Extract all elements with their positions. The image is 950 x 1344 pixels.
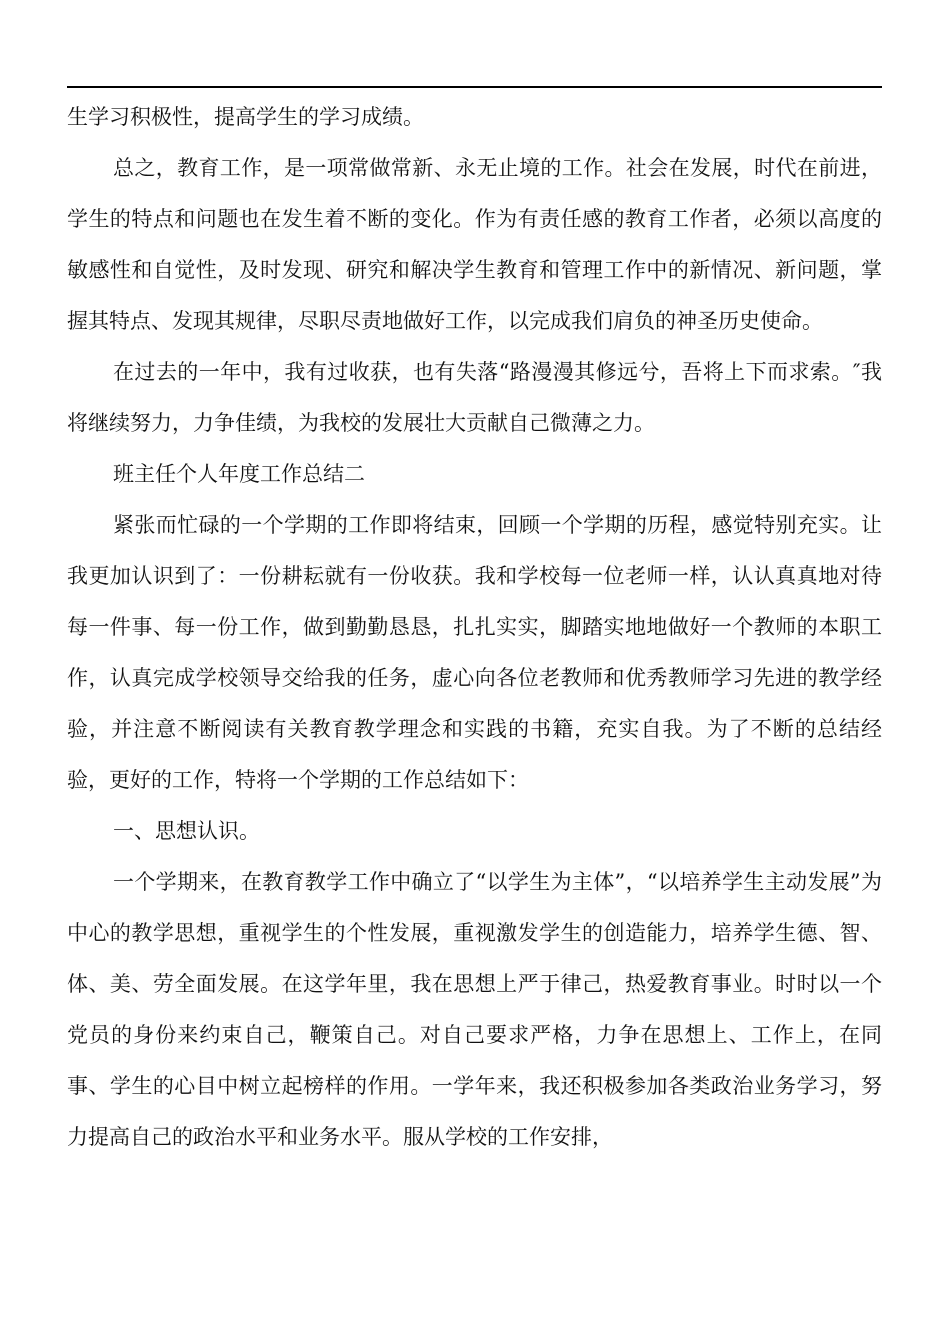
section-heading-thought: 一、思想认识。 [113, 819, 260, 843]
paragraph-conclusion: 总之，教育工作，是一项常做常新、永无止境的工作。社会在发展，时代在前进，学生的特点和问题也在发生着不断的变化。作为有责任感的教育工作者，必须以高度的敏感性和自觉性，及时发现、研究和解决学生教育和管理工作中的新情况、新问题，掌握其特点、发现其规律，尽职尽责地做好工作，以完成我们肩负的神圣历史使命。 [67, 156, 882, 333]
paragraph-thought: 一个学期来，在教育教学工作中确立了“以学生为主体”，“以培养学生主动发展”为中心的教学思想，重视学生的个性发展，重视激发学生的创造能力，培养学生德、智、体、美、劳全面发展。在这学年里，我在思想上严于律己，热爱教育事业。时时以一个党员的身份来约束自己，鞭策自己。对自己要求严格，力争在思想上、工作上，在同事、学生的心目中树立起榜样的作用。一学年来，我还积极参加各类政治业务学习，努力提高自己的政治水平和业务水平。服从学校的工作安排， [67, 870, 882, 1149]
header-rule [67, 86, 882, 88]
section-title: 班主任个人年度工作总结二 [113, 462, 365, 486]
paragraph-reflection: 在过去的一年中，我有过收获，也有失落“路漫漫其修远兮，吾将上下而求索。″我将继续努力，力争佳绩，为我校的发展壮大贡献自己微薄之力。 [67, 360, 882, 435]
paragraph-intro: 紧张而忙碌的一个学期的工作即将结束，回顾一个学期的历程，感觉特别充实。让我更加认识到了：一份耕耘就有一份收获。我和学校每一位老师一样，认认真真地对待每一件事、每一份工作，做到勤勤恳恳，扎扎实实，脚踏实地地做好一个教师的本职工作，认真完成学校领导交给我的任务，虚心向各位老教师和优秀教师学习先进的教学经验，并注意不断阅读有关教育教学理念和实践的书籍，充实自我。为了不断的总结经验，更好的工作，特将一个学期的工作总结如下： [67, 513, 882, 792]
document-body [67, 92, 882, 1163]
paragraph-continuation: 生学习积极性，提高学生的学习成绩。 [67, 105, 424, 129]
